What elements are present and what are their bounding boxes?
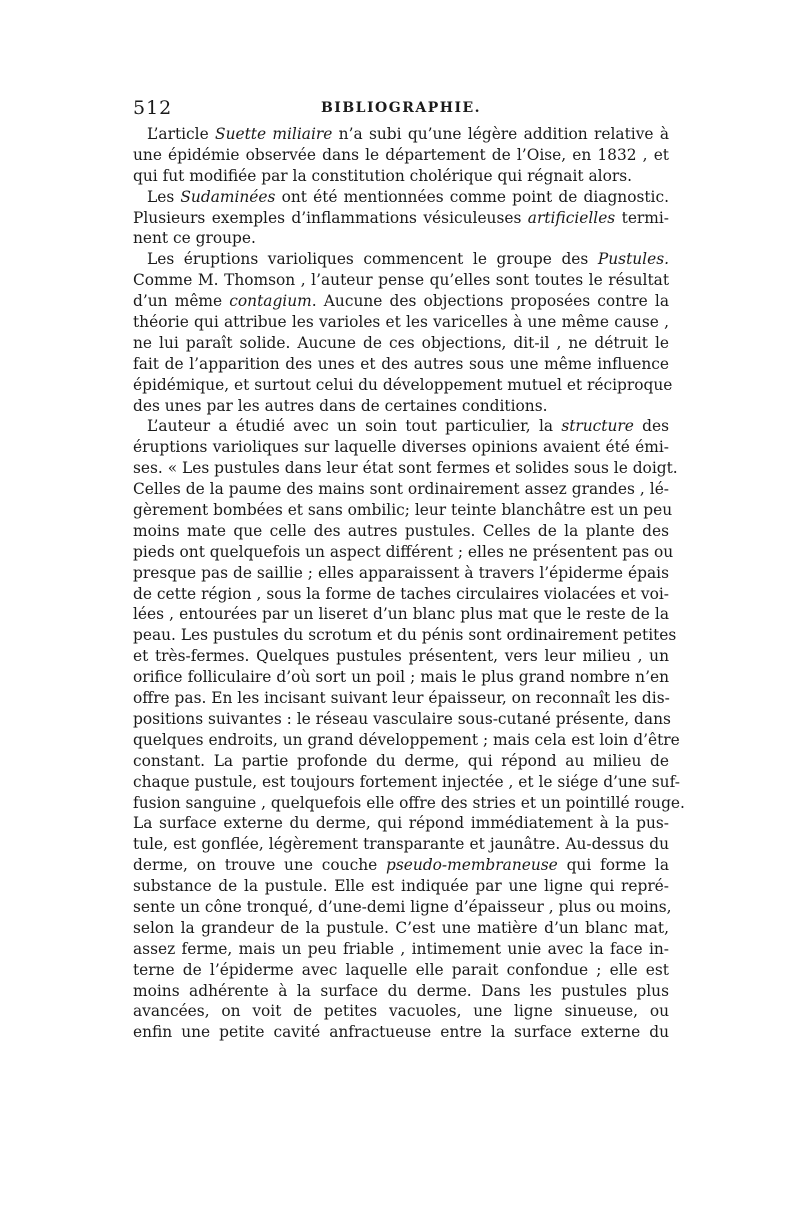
italic-text: Pustules.: [597, 250, 669, 269]
text-line: [133, 897, 672, 918]
text-line: [133, 625, 677, 646]
text-segment: ses. « Les pustules dans leur état sont fermes et solides sous le doigt.: [133, 459, 678, 478]
text-segment: quelques endroits, un grand développement ; mais cela est loin d’être: [133, 730, 680, 749]
text-segment: et très-fermes. Quelques pustules présentent, vers leur milieu , un: [133, 647, 669, 666]
text-line: [133, 145, 669, 166]
text-line: [133, 458, 678, 479]
text-segment: éruptions varioliques sur laquelle diverses opinions avaient été émi-: [133, 438, 669, 457]
text-line: [133, 416, 669, 437]
text-segment: moins adhérente à la surface du derme. Dans les pustules plus: [133, 981, 669, 1000]
text-segment: avancées, on voit de petites vacuoles, une ligne sinueuse, ou: [133, 1002, 669, 1021]
text-line: [133, 396, 669, 417]
text-segment: fait de l’apparition des unes et des autres sous une même influence: [133, 354, 669, 373]
text-line: [133, 521, 669, 542]
text-line: [133, 187, 669, 208]
text-segment: La surface externe du derme, qui répond immédiatement à la pus-: [133, 814, 669, 833]
text-segment: des unes par les autres dans de certaines conditions.: [133, 396, 548, 415]
text-line: [133, 604, 669, 625]
running-title: BIBLIOGRAPHIE.: [320, 100, 482, 116]
text-segment: tule, est gonflée, légèrement transparante et jaunâtre. Au-dessus du: [133, 835, 669, 854]
text-segment: théorie qui attribue les varioles et les varicelles à une même cause ,: [133, 313, 669, 332]
text-line: [133, 709, 669, 730]
text-line: [133, 772, 680, 793]
text-segment: positions suivantes : le réseau vasculaire sous-cutané présente, dans: [133, 709, 671, 728]
text-line: [133, 375, 673, 396]
text-line: [133, 918, 669, 939]
text-segment: derme, on trouve une couche: [133, 856, 387, 875]
text-line: [133, 751, 669, 772]
text-line: [133, 981, 669, 1002]
text-segment: Les: [147, 187, 181, 206]
text-segment: ne lui paraît solide. Aucune de ces objections, dit-il , ne détruit le: [133, 333, 669, 352]
text-line: [133, 542, 674, 563]
text-line: [133, 876, 669, 897]
text-segment: Les éruptions varioliques commencent le groupe des: [147, 250, 598, 269]
text-segment: Celles de la paume des mains sont ordinairement assez grandes , lé-: [133, 480, 669, 499]
body-text: [133, 124, 685, 1043]
text-line: [133, 208, 669, 229]
text-segment: . Aucune des objections proposées contre la: [311, 292, 669, 311]
text-segment: orifice folliculaire d’où sort un poil ; mais le plus grand nombre n’en: [133, 668, 669, 687]
text-segment: assez ferme, mais un peu friable , intimement unie avec la face in-: [133, 939, 669, 958]
text-segment: nent ce groupe.: [133, 229, 256, 248]
italic-text: pseudo-membraneuse: [386, 856, 558, 875]
text-segment: Comme M. Thomson , l’auteur pense qu’elles sont toutes le résultat: [133, 271, 669, 290]
italic-text: artificielles: [527, 208, 616, 227]
text-line: [133, 939, 669, 960]
text-line: [133, 1001, 669, 1022]
text-line: [133, 960, 669, 981]
page-number: 512: [133, 97, 173, 119]
text-segment: L’article: [147, 125, 216, 143]
text-segment: termi-: [615, 208, 669, 227]
text-line: [133, 354, 669, 375]
italic-text: Suette miliaire: [215, 125, 333, 143]
text-line: [133, 834, 669, 855]
text-segment: moins mate que celle des autres pustules. Celles de la plante des: [133, 521, 669, 540]
text-line: [133, 124, 669, 145]
text-line: [133, 813, 669, 834]
text-segment: constant. La partie profonde du derme, qui répond au milieu de: [133, 751, 669, 770]
italic-text: Sudaminées: [180, 187, 276, 206]
text-line: [133, 793, 685, 814]
text-segment: offre pas. En les incisant suivant leur épaisseur, on reconnaît les dis-: [133, 689, 670, 708]
text-segment: de cette région , sous la forme de taches circulaires violacées et voi-: [133, 584, 669, 603]
text-segment: des: [633, 417, 669, 436]
text-segment: chaque pustule, est toujours fortement injectée , et le siége d’une suf-: [133, 772, 680, 791]
italic-text: structure: [561, 417, 634, 436]
text-line: [133, 500, 673, 521]
text-line: [133, 249, 669, 270]
text-segment: Plusieurs exemples d’inflammations vésiculeuses: [133, 208, 528, 227]
text-segment: qui forme la: [557, 856, 670, 875]
text-line: [133, 584, 669, 605]
text-segment: qui fut modifiée par la constitution cholérique qui régnait alors.: [133, 166, 632, 185]
text-segment: peau. Les pustules du scrotum et du pénis sont ordinairement petites: [133, 626, 677, 645]
text-segment: L’auteur a étudié avec un soin tout particulier, la: [147, 417, 562, 436]
text-line: [133, 667, 669, 688]
text-line: [133, 291, 669, 312]
text-segment: une épidémie observée dans le département de l’Oise, en 1832 , et: [133, 145, 669, 164]
text-line: [133, 166, 669, 187]
text-segment: épidémique, et surtout celui du développement mutuel et réciproque: [133, 375, 673, 394]
page-header: [133, 97, 669, 123]
text-segment: fusion sanguine , quelquefois elle offre des stries et un pointillé rouge.: [133, 793, 685, 812]
text-segment: substance de la pustule. Elle est indiquée par une ligne qui repré-: [133, 877, 669, 896]
text-line: [133, 563, 669, 584]
text-segment: pieds ont quelquefois un aspect différent ; elles ne présentent pas ou: [133, 542, 674, 561]
text-line: [133, 333, 669, 354]
text-line: [133, 312, 669, 333]
italic-text: contagium: [229, 292, 312, 311]
text-segment: gèrement bombées et sans ombilic; leur teinte blanchâtre est un peu: [133, 501, 673, 520]
text-segment: n’a subi qu’une légère addition relative à: [332, 125, 669, 143]
text-line: [133, 730, 680, 751]
text-line: [133, 437, 669, 458]
text-line: [133, 688, 669, 709]
text-segment: selon la grandeur de la pustule. C’est une matière d’un blanc mat,: [133, 918, 669, 937]
text-segment: presque pas de saillie ; elles apparaissent à travers l’épiderme épais: [133, 563, 669, 582]
text-segment: ont été mentionnées comme point de diagnostic.: [275, 187, 669, 206]
text-line: [133, 1022, 669, 1043]
text-line: [133, 479, 669, 500]
text-segment: sente un cône tronqué, d’une-demi ligne d’épaisseur , plus ou moins,: [133, 897, 672, 916]
text-segment: terne de l’épiderme avec laquelle elle parait confondue ; elle est: [133, 960, 669, 979]
text-segment: lées , entourées par un liseret d’un blanc plus mat que le reste de la: [133, 605, 669, 624]
text-line: [133, 228, 669, 249]
text-line: [133, 855, 669, 876]
text-segment: enfin une petite cavité anfractueuse entre la surface externe du: [133, 1023, 669, 1042]
text-segment: d’un même: [133, 292, 230, 311]
text-line: [133, 646, 669, 667]
text-line: [133, 270, 669, 291]
